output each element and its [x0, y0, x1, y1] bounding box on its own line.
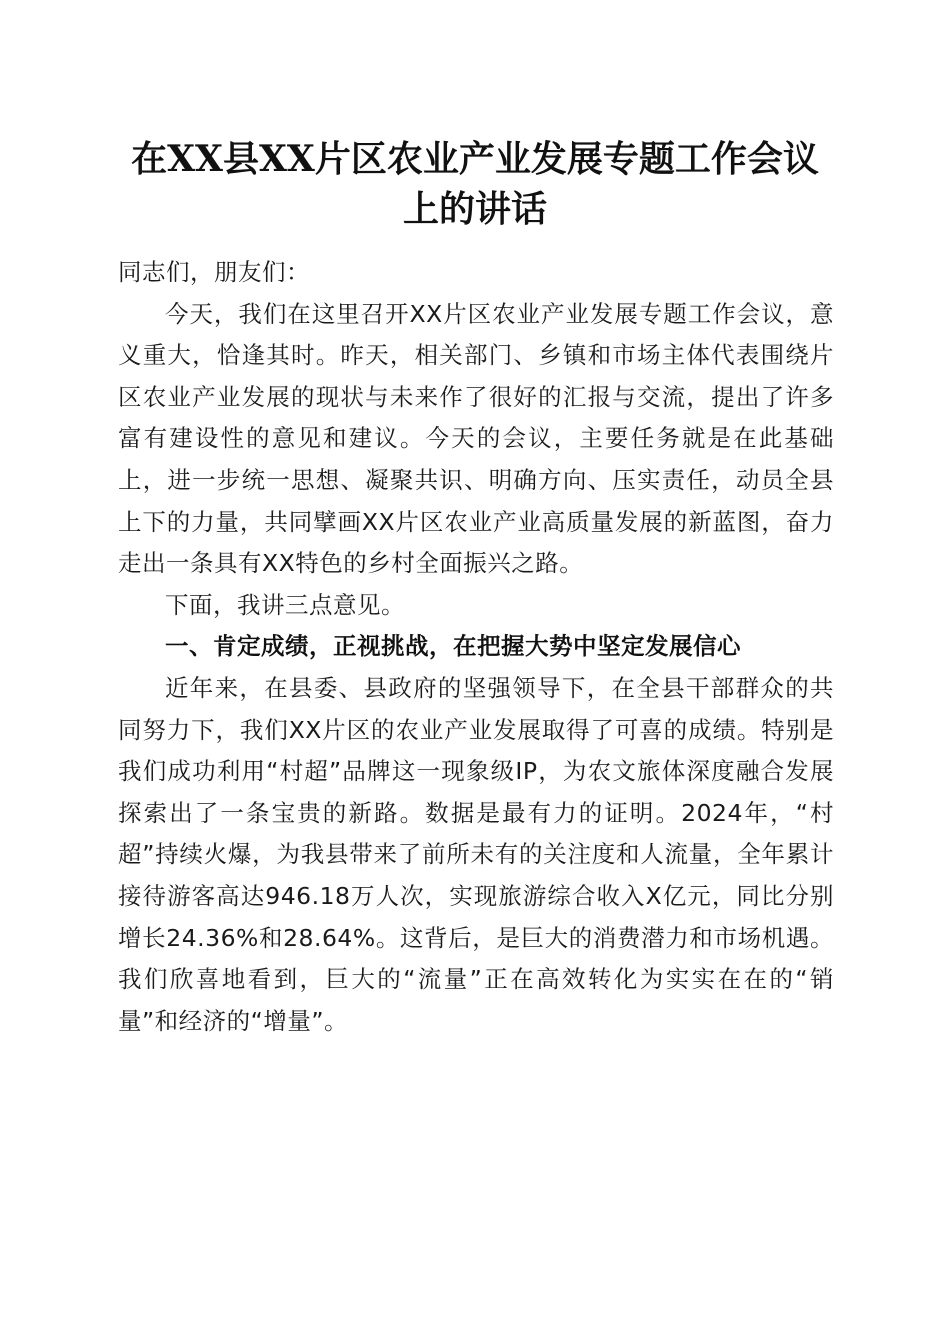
document-title	[100, 134, 850, 234]
title-line-2: 上的讲话	[402, 188, 547, 230]
transition-paragraph: 下面，我讲三点意见。	[165, 590, 405, 619]
title-line-1: 在XX县XX片区农业产业发展专题工作会议	[131, 138, 819, 180]
salutation: 同志们，朋友们：	[118, 258, 310, 286]
section-heading-1: 一、肯定成绩，正视挑战，在把握大势中坚定发展信心	[165, 632, 741, 661]
document-body	[118, 252, 834, 1042]
opening-paragraph: 今天，我们在这里召开XX片区农业产业发展专题工作会议，意义重大，恰逢其时。昨天，相关部门、乡镇和市场主体代表围绕片区农业产业发展的现状与未来作了很好的汇报与交流，提出了许多富有建设性的意见和建议。今天的会议，主要任务就是在此基础上，进一步统一思想、凝聚共识、明确方向、压实责任，动员全县上下的力量，共同擘画XX片区农业产业高质量发展的新蓝图，奋力走出一条具有XX特色的乡村全面振兴之路。	[118, 299, 834, 578]
section-1-paragraph: 近年来，在县委、县政府的坚强领导下，在全县干部群众的共同努力下，我们XX片区的农业产业发展取得了可喜的成绩。特别是我们成功利用“村超”品牌这一现象级IP，为农文旅体深度融合发展探索出了一条宝贵的新路。数据是最有力的证明。2024年，“村超”持续火爆，为我县带来了前所未有的关注度和人流量，全年累计接待游客高达946.18万人次，实现旅游综合收入X亿元，同比分别增长24.36%和28.64%。这背后，是巨大的消费潜力和市场机遇。我们欣喜地看到，巨大的“流量”正在高效转化为实实在在的“销量”和经济的“增量”。	[118, 673, 834, 1035]
